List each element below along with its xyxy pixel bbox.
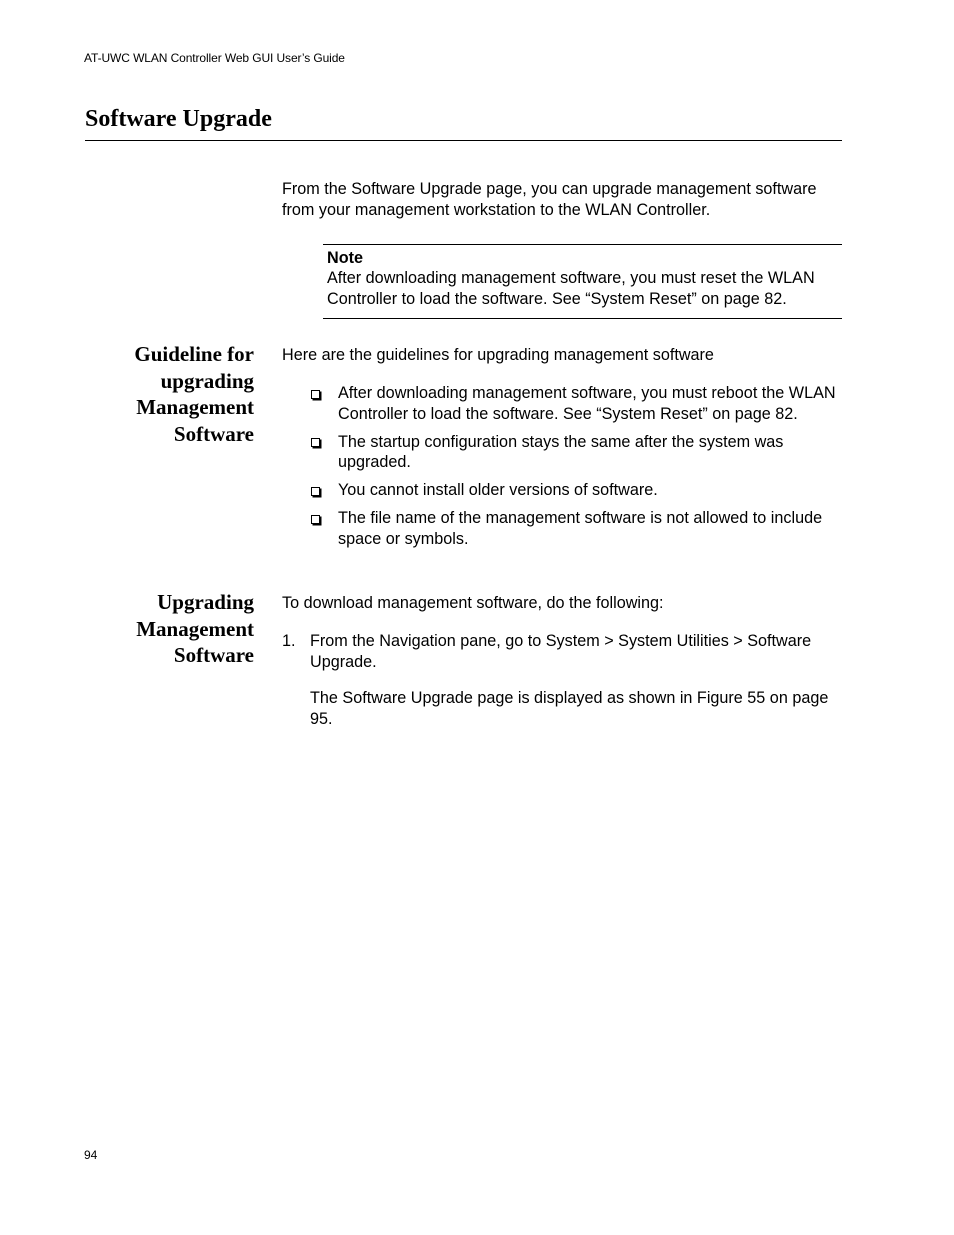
guideline-heading (74, 341, 254, 447)
running-header: AT-UWC WLAN Controller Web GUI User’s Guide (84, 51, 345, 65)
list-item (306, 383, 846, 424)
step-text: From the Navigation pane, go to System > System Utilities > Software Upgrade. (310, 632, 812, 671)
list-item-text: You cannot install older versions of software. (338, 481, 658, 499)
note-text: After downloading management software, you must reset the WLAN Controller to load the software. See “System Reset” on page 82. (327, 269, 815, 308)
upgrading-heading-line-2: Management (136, 616, 254, 641)
upgrading-heading-line-3: Software (173, 643, 254, 667)
checkbox-bullet-icon (311, 515, 320, 524)
guideline-heading-line-4: Software (173, 421, 254, 446)
title-rule (85, 140, 842, 141)
list-item-text: The file name of the management software is not allowed to include space or symbols. (338, 509, 823, 548)
checkbox-bullet-icon (311, 390, 320, 399)
page-title: Software Upgrade (85, 106, 272, 132)
upgrading-heading-line-1: Upgrading (157, 590, 254, 614)
intro-paragraph: From the Software Upgrade page, you can upgrade management software from your management workstation to the WLAN Controller. (282, 180, 817, 219)
list-item (306, 508, 846, 549)
note-title: Note (327, 249, 363, 267)
checkbox-bullet-icon (311, 487, 320, 496)
list-item-text: After downloading management software, you must reboot the WLAN Controller to load the software. See “System Reset” on page 82. (338, 384, 836, 423)
step-result: The Software Upgrade page is displayed as shown in Figure 55 on page 95. (310, 689, 829, 728)
checkbox-bullet-icon (311, 438, 320, 447)
upgrading-heading (74, 589, 254, 669)
guideline-heading-line-1: Guideline for (134, 342, 254, 366)
page-number: 94 (84, 1148, 98, 1162)
list-item (306, 432, 846, 473)
list-item (306, 480, 846, 501)
guideline-heading-line-3: Management (136, 395, 254, 419)
guideline-list (306, 383, 846, 557)
guideline-intro: Here are the guidelines for upgrading management software (282, 346, 714, 364)
upgrading-intro: To download management software, do the following: (282, 594, 664, 612)
guideline-heading-line-2: upgrading (160, 368, 254, 393)
list-item-text: The startup configuration stays the same after the system was upgraded. (338, 432, 784, 471)
note-box (323, 244, 842, 319)
step-number: 1. (282, 632, 296, 650)
